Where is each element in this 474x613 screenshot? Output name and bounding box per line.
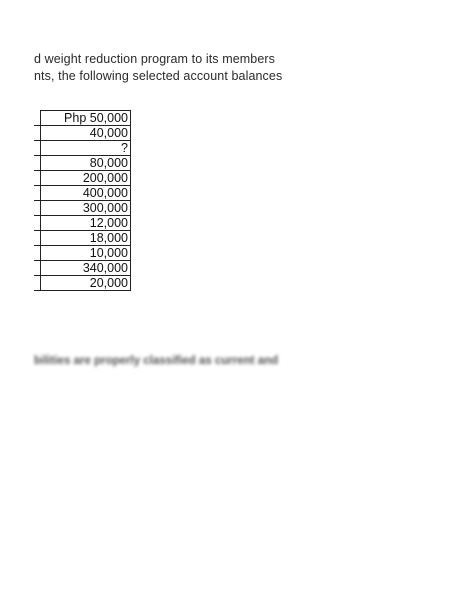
table-row [34, 126, 131, 141]
balance-value: 12,000 [41, 216, 131, 231]
table-row [34, 231, 131, 246]
table-row [34, 141, 131, 156]
balance-value: 40,000 [41, 126, 131, 141]
balance-value: 300,000 [41, 201, 131, 216]
table-row [34, 111, 131, 126]
blurred-paragraph-line: bilities are properly classified as current and [34, 355, 279, 367]
balance-value: 200,000 [41, 171, 131, 186]
balance-value: 340,000 [41, 261, 131, 276]
balance-value: 80,000 [41, 156, 131, 171]
paragraph-line-2: nts, the following selected account balances [34, 69, 283, 83]
paragraph-line-1: d weight reduction program to its members [34, 52, 276, 66]
table-row [34, 276, 131, 291]
balance-value: 20,000 [41, 276, 131, 291]
table-row [34, 201, 131, 216]
table-row [34, 186, 131, 201]
table-row [34, 171, 131, 186]
balance-value: 18,000 [41, 231, 131, 246]
table-row [34, 261, 131, 276]
account-balances-table [34, 110, 131, 291]
table-row [34, 156, 131, 171]
table-row [34, 246, 131, 261]
balance-value: 10,000 [41, 246, 131, 261]
balance-value: ? [41, 141, 131, 156]
balance-value: 400,000 [41, 186, 131, 201]
table-row [34, 216, 131, 231]
balance-value: Php 50,000 [41, 111, 131, 126]
